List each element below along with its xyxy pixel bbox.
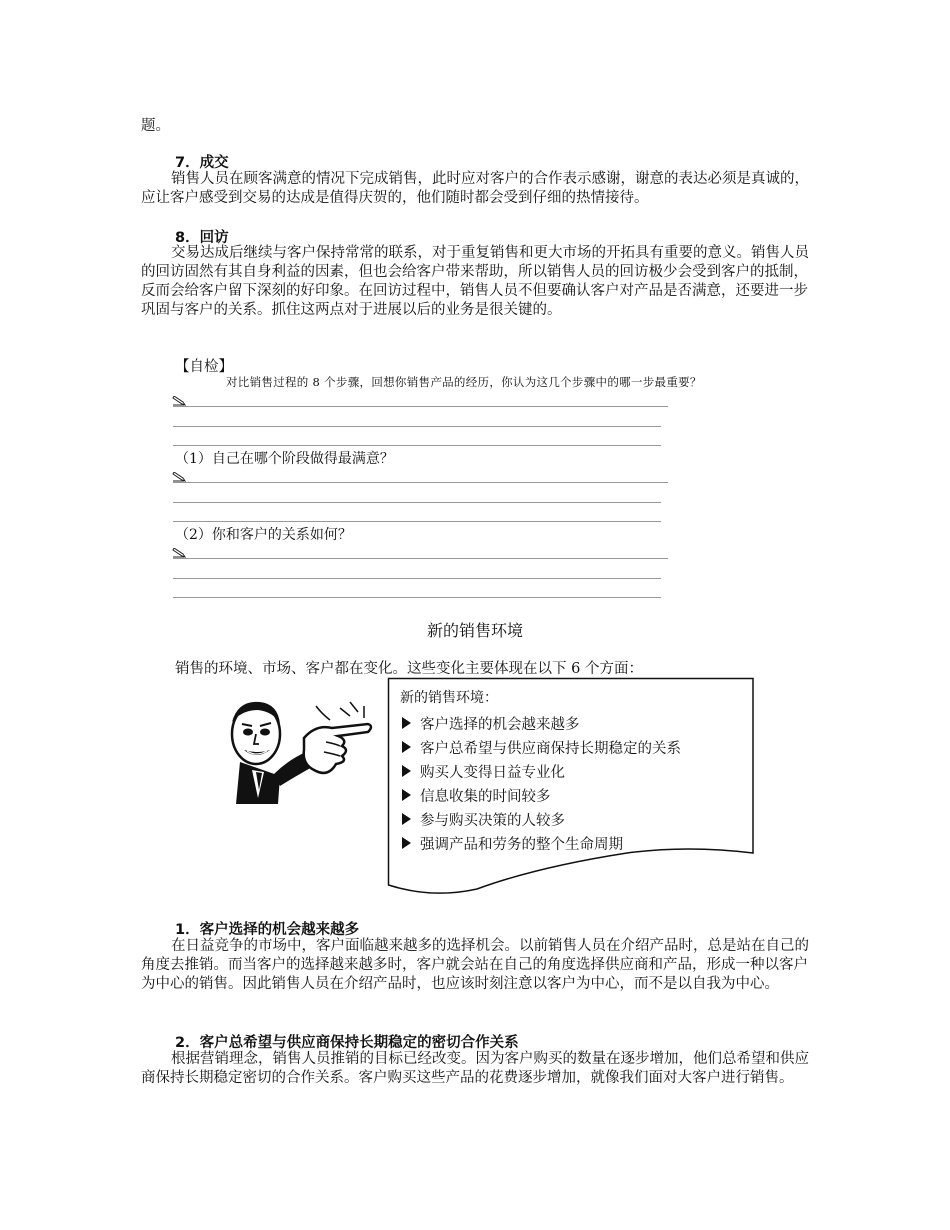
subsection-2-body: 根据营销理念，销售人员推销的目标已经改变。因为客户购买的数量在逐步增加，他们总希望和供应商保持长期稳定密切的合作关系。客户购买这些产品的花费逐步增加，就像我们面对大客户进行销售。: [141, 1051, 809, 1086]
answer-line[interactable]: [173, 445, 661, 446]
list-item-text: 强调产品和劳务的整个生命周期: [420, 836, 623, 853]
list-item: [400, 735, 750, 759]
answer-line[interactable]: [173, 578, 661, 579]
list-item-text: 客户总希望与供应商保持长期稳定的关系: [420, 740, 681, 757]
subsection-1-heading: 1．客户选择的机会越来越多: [175, 922, 360, 938]
pointing-man-illustration: [218, 694, 378, 809]
list-item-text: 信息收集的时间较多: [420, 788, 551, 805]
list-item: [400, 831, 750, 855]
arrow-bullet-icon: [402, 765, 411, 777]
question-2: （2）你和客户的关系如何？: [175, 527, 352, 543]
pencil-icon: [172, 396, 186, 406]
self-check-prompt: 对比销售过程的 8 个步骤，回想你销售产品的经历，你认为这几个步骤中的哪一步最重要？: [226, 375, 702, 389]
section-title: 新的销售环境: [426, 621, 523, 640]
self-check-label: 【自检】: [175, 359, 233, 375]
answer-line[interactable]: [173, 502, 661, 503]
arrow-bullet-icon: [402, 837, 411, 849]
list-item: [400, 783, 750, 807]
top-fragment: 题。: [141, 118, 170, 134]
box-title: 新的销售环境：: [400, 690, 498, 706]
list-item: [400, 711, 750, 735]
list-item: [400, 807, 750, 831]
section-7-heading: 7．成交: [175, 155, 229, 171]
answer-line[interactable]: [173, 482, 668, 483]
list-item-text: 购买人变得日益专业化: [420, 764, 565, 781]
new-env-box: [400, 687, 750, 855]
answer-line[interactable]: [173, 426, 661, 427]
arrow-bullet-icon: [402, 717, 411, 729]
new-env-intro: 销售的环境、市场、客户都在变化。这些变化主要体现在以下 6 个方面：: [175, 661, 643, 677]
arrow-bullet-icon: [402, 813, 411, 825]
answer-line[interactable]: [173, 597, 661, 598]
list-item-text: 参与购买决策的人较多: [420, 812, 565, 829]
arrow-bullet-icon: [402, 789, 411, 801]
list-item: [400, 759, 750, 783]
pencil-icon: [172, 548, 186, 558]
section-7-body: 销售人员在顾客满意的情况下完成销售，此时应对客户的合作表示感谢，谢意的表达必须是真诚的，应让客户感受到交易的达成是值得庆贺的，他们随时都会受到仔细的热情接待。: [141, 171, 809, 206]
list-item-text: 客户选择的机会越来越多: [420, 716, 580, 733]
answer-line[interactable]: [173, 406, 668, 407]
question-1: （1）自己在哪个阶段做得最满意？: [175, 451, 394, 467]
section-8-body: 交易达成后继续与客户保持常常的联系，对于重复销售和更大市场的开拓具有重要的意义。销售人员的回访固然有其自身利益的因素，但也会给客户带来帮助，所以销售人员的回访极少会受到客户的抵制，反而会给客户留下深刻的好印象。在回访过程中，销售人员不但要确认客户对产品是否满意，还要进一步巩固与客户的关系。抓住这两点对于进展以后的业务是很关键的。: [141, 245, 809, 318]
subsection-2-heading: 2．客户总希望与供应商保持长期稳定的密切合作关系: [175, 1035, 519, 1051]
pencil-icon: [172, 472, 186, 482]
subsection-1-body: 在日益竞争的市场中，客户面临越来越多的选择机会。以前销售人员在介绍产品时，总是站在自己的角度去推销。而当客户的选择越来越多时，客户就会站在自己的角度选择供应商和产品，形成一种以客户为中心的销售。因此销售人员在介绍产品时，也应该时刻注意以客户为中心，而不是以自我为中心。: [141, 938, 809, 992]
section-8-heading: 8．回访: [175, 230, 229, 246]
answer-line[interactable]: [173, 558, 668, 559]
arrow-bullet-icon: [402, 741, 411, 753]
answer-line[interactable]: [173, 521, 661, 522]
